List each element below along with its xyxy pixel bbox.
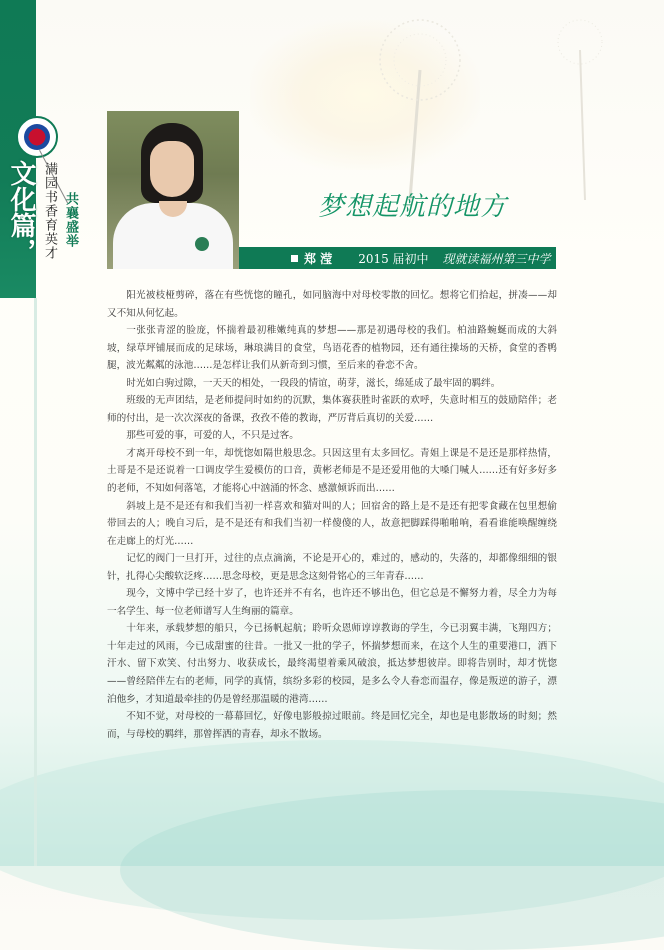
author-name: 郑 滢 [304,251,333,266]
section-calligraphy: 文化篇， [6,160,36,264]
square-bullet-icon [291,255,298,262]
article-body [107,287,557,743]
paragraph: 时光如白驹过隙，一天天的相处，一段段的情谊，萌芽，滋长，绵延成了最牢固的羁绊。 [126,377,501,389]
paragraph: 现今，文博中学已经十岁了，也许还并不有名，也许还不够出色，但它总是不懈努力着，尽全力为每一名学生、每一位老师谱写人生绚丽的篇章。 [107,588,557,617]
author-photo [107,111,239,269]
paragraph: 才离开母校不到一年，却恍惚如隔世般思念。只因这里有太多回忆。青姐上课是不是还是那样热情，土哥是不是还说着一口调皮学生爱模仿的口音，黄彬老师是不是还爱用他的大嗓门喊人……还有好多好多的老师，不知如何落笔，才能将心中汹涌的怀念、感激倾诉而出…… [107,447,557,495]
current-school: 现就读福州第三中学 [442,251,551,266]
article-title: 梦想起航的地方 [318,192,508,222]
paragraph: 斜坡上是不是还有和我们当初一样喜欢和猫对叫的人；回宿舍的路上是不是还有把零食藏在包里想偷带回去的人；晚自习后，是不是还有和我们当初一样傻傻的人，故意把脚踩得啪啪响，看看谁能唤醒缠绕在走廊上的灯光…… [107,500,557,547]
paragraph: 阳光被枝桠剪碎，落在有些恍惚的瞳孔，如同脑海中对母校零散的回忆。想将它们拾起，拼凑——却又不知从何忆起。 [107,290,557,319]
paragraph: 十年来，承载梦想的船只，今已扬帆起航；聆听众恩师谆谆教诲的学生，今已羽翼丰满，飞翔四方；十年走过的风雨，今已成甜蜜的往昔。一批又一批的学子，怀揣梦想而来，在这个人生的重要港口，洒下汗水、留下欢笑、付出努力、收获成长，最终渴望着乘风破浪，抵达梦想彼岸。即将告别时，却才恍惚——曾经陪伴左右的老师，同学的真情，缤纷多彩的校园，是多么令人眷恋而温存，像是叛逆的游子，漂泊他乡，才知道最牵挂的仍是曾经那温暖的港湾…… [107,623,557,705]
paragraph: 那些可爱的事，可爱的人，不只是过客。 [126,430,299,442]
dandelion-illustration [300,10,660,200]
graduation-year: 2015 届初中 [358,251,429,266]
author-bar [239,247,556,269]
paragraph: 班级的无声团结，是老师提问时如約的沉默，集体赛获胜时雀跃的欢呼，失意时相互的鼓励陪伴；老师的付出，是一次次深夜的备课，孜孜不倦的教诲，严厉背后真切的关爱…… [107,395,557,424]
section-label: 共襄盛举 [63,192,78,248]
sidebar-rule [34,298,37,866]
paragraph: 不知不觉，对母校的一幕幕回忆，好像电影般掠过眼前。终是回忆完全，却也是电影散场的时刻；然而，与母校的羁绊，那曾挥洒的青春，却永不散场。 [107,711,557,740]
school-emblem-icon [16,116,58,158]
paragraph: 记忆的阀门一旦打开，过往的点点滴滴，不论是开心的，难过的，感动的，失落的，却都像细细的银针，扎得心尖酸软泛疼……思念母校，更是思念这刻骨铭心的三年青春…… [107,553,557,582]
column-title: 满园书香育英才 [42,162,57,260]
paragraph: 一张张青涩的脸庞，怀揣着最初稚嫩纯真的梦想——那是初遇母校的我们。柏油路蜿蜒而成的大斜坡，绿草坪铺展而成的足球场，琳琅满目的食堂，鸟语花香的植物园，还有通往操场的天桥，食堂的香鸭腿，波光粼粼的泳池……是怎样让我们从新奇到习惯，至后来的眷恋不舍。 [107,325,557,372]
